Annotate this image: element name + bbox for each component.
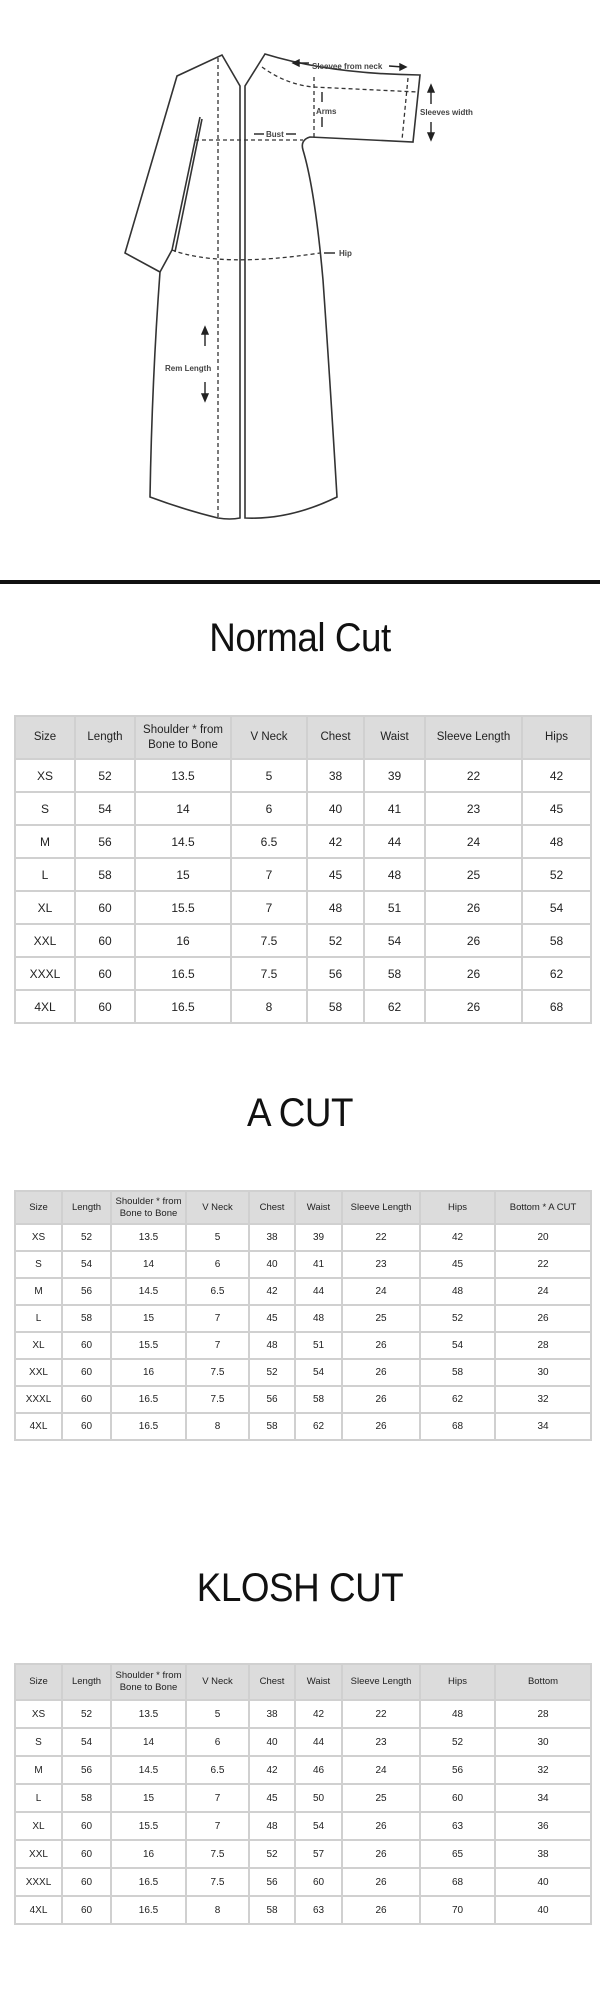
measurement-cell: 16.5 — [135, 990, 231, 1023]
measurement-cell: 58 — [307, 990, 364, 1023]
measurement-cell: 54 — [420, 1332, 495, 1359]
measurement-cell: 5 — [231, 759, 307, 792]
measurement-cell: 58 — [364, 957, 425, 990]
measurement-cell: 16.5 — [111, 1413, 186, 1440]
measurement-cell: 56 — [75, 825, 135, 858]
size-cell: L — [15, 1784, 62, 1812]
measurement-cell: 28 — [495, 1700, 591, 1728]
measurement-cell: 14.5 — [111, 1756, 186, 1784]
measurement-cell: 56 — [62, 1756, 111, 1784]
table-row — [15, 1700, 591, 1728]
table-row — [15, 1896, 591, 1924]
measurement-cell: 62 — [522, 957, 591, 990]
measurement-cell: 44 — [295, 1278, 342, 1305]
measurement-cell: 25 — [342, 1784, 420, 1812]
column-header: Shoulder * from Bone to Bone — [135, 716, 231, 759]
measurement-cell: 52 — [420, 1728, 495, 1756]
measurement-cell: 42 — [249, 1756, 295, 1784]
size-table-a-cut — [14, 1190, 592, 1441]
column-header: Size — [15, 1191, 62, 1224]
measurement-cell: 26 — [425, 957, 522, 990]
column-header: Hips — [522, 716, 591, 759]
measurement-cell: 42 — [307, 825, 364, 858]
measurement-cell: 24 — [495, 1278, 591, 1305]
label-rem-length: Rem Length — [165, 364, 212, 373]
measurement-cell: 48 — [364, 858, 425, 891]
measurement-cell: 52 — [249, 1840, 295, 1868]
measurement-cell: 48 — [249, 1332, 295, 1359]
measurement-cell: 16.5 — [135, 957, 231, 990]
column-header: Size — [15, 716, 75, 759]
column-header: Shoulder * from Bone to Bone — [111, 1664, 186, 1700]
measurement-cell: 58 — [420, 1359, 495, 1386]
section-title-normal-cut: Normal Cut — [209, 616, 391, 660]
measurement-cell: 14 — [111, 1728, 186, 1756]
column-header: Sleeve Length — [425, 716, 522, 759]
measurement-cell: 40 — [249, 1251, 295, 1278]
measurement-cell: 52 — [307, 924, 364, 957]
measurement-cell: 13.5 — [135, 759, 231, 792]
measurement-cell: 44 — [295, 1728, 342, 1756]
measurement-cell: 7 — [231, 891, 307, 924]
measurement-cell: 20 — [495, 1224, 591, 1251]
table-row — [15, 1251, 591, 1278]
table-row — [15, 957, 591, 990]
measurement-cell: 26 — [342, 1359, 420, 1386]
column-header: Waist — [295, 1191, 342, 1224]
table-header-row — [15, 1664, 591, 1700]
measurement-cell: 15 — [111, 1784, 186, 1812]
measurement-cell: 7 — [186, 1812, 249, 1840]
measurement-cell: 60 — [62, 1812, 111, 1840]
measurement-cell: 68 — [420, 1413, 495, 1440]
measurement-cell: 42 — [249, 1278, 295, 1305]
measurement-cell: 60 — [62, 1868, 111, 1896]
measurement-cell: 14.5 — [111, 1278, 186, 1305]
measurement-cell: 16 — [135, 924, 231, 957]
measurement-cell: 6.5 — [231, 825, 307, 858]
measurement-cell: 60 — [75, 924, 135, 957]
measurement-cell: 16.5 — [111, 1868, 186, 1896]
size-cell: M — [15, 825, 75, 858]
measurement-cell: 26 — [342, 1386, 420, 1413]
measurement-cell: 56 — [249, 1386, 295, 1413]
size-table-klosh-cut — [14, 1663, 592, 1925]
measurement-cell: 24 — [342, 1756, 420, 1784]
column-header: Bottom — [495, 1664, 591, 1700]
measurement-cell: 48 — [420, 1278, 495, 1305]
measurement-cell: 58 — [295, 1386, 342, 1413]
table-row — [15, 759, 591, 792]
measurement-cell: 24 — [425, 825, 522, 858]
measurement-cell: 52 — [420, 1305, 495, 1332]
measurement-cell: 14 — [111, 1251, 186, 1278]
measurement-cell: 32 — [495, 1386, 591, 1413]
table-row — [15, 1305, 591, 1332]
measurement-cell: 7.5 — [186, 1840, 249, 1868]
size-cell: L — [15, 1305, 62, 1332]
size-cell: XS — [15, 759, 75, 792]
measurement-cell: 26 — [342, 1840, 420, 1868]
measurement-cell: 58 — [75, 858, 135, 891]
measurement-cell: 58 — [62, 1305, 111, 1332]
table-row — [15, 1728, 591, 1756]
column-header: Length — [62, 1191, 111, 1224]
size-cell: XL — [15, 1332, 62, 1359]
measurement-lines — [172, 58, 418, 518]
measurement-cell: 22 — [495, 1251, 591, 1278]
measurement-cell: 48 — [307, 891, 364, 924]
label-arms: Arms — [316, 107, 337, 116]
garment-measurement-diagram — [0, 0, 600, 570]
measurement-cell: 7 — [186, 1784, 249, 1812]
measurement-cell: 51 — [364, 891, 425, 924]
size-cell: XXXL — [15, 957, 75, 990]
measurement-cell: 26 — [342, 1332, 420, 1359]
measurement-cell: 16.5 — [111, 1386, 186, 1413]
table-header-row — [15, 1191, 591, 1224]
measurement-cell: 58 — [249, 1896, 295, 1924]
measurement-cell: 26 — [342, 1413, 420, 1440]
section-divider — [0, 580, 600, 584]
measurement-cell: 7 — [186, 1305, 249, 1332]
measurement-cell: 52 — [522, 858, 591, 891]
measurement-cell: 56 — [62, 1278, 111, 1305]
measurement-cell: 22 — [342, 1224, 420, 1251]
measurement-cell: 48 — [522, 825, 591, 858]
measurement-cell: 26 — [425, 924, 522, 957]
column-header: Chest — [249, 1664, 295, 1700]
measurement-cell: 60 — [75, 990, 135, 1023]
measurement-cell: 60 — [62, 1359, 111, 1386]
measurement-cell: 56 — [420, 1756, 495, 1784]
measurement-cell: 8 — [231, 990, 307, 1023]
section-title-a-cut: A CUT — [246, 1091, 354, 1135]
measurement-cell: 39 — [364, 759, 425, 792]
table-row — [15, 1224, 591, 1251]
measurement-cell: 34 — [495, 1784, 591, 1812]
measurement-cell: 51 — [295, 1332, 342, 1359]
measurement-cell: 63 — [295, 1896, 342, 1924]
measurement-cell: 54 — [62, 1251, 111, 1278]
measurement-cell: 7.5 — [231, 924, 307, 957]
measurement-cell: 26 — [342, 1868, 420, 1896]
measurement-cell: 60 — [295, 1868, 342, 1896]
column-header: Length — [75, 716, 135, 759]
measurement-cell: 52 — [62, 1224, 111, 1251]
measurement-cell: 6 — [186, 1251, 249, 1278]
measurement-cell: 36 — [495, 1812, 591, 1840]
measurement-cell: 52 — [249, 1359, 295, 1386]
measurement-cell: 46 — [295, 1756, 342, 1784]
measurement-cell: 22 — [342, 1700, 420, 1728]
column-header: V Neck — [186, 1191, 249, 1224]
column-header: Chest — [307, 716, 364, 759]
measurement-cell: 5 — [186, 1700, 249, 1728]
label-sleeves-from-neck: Sleevee from neck — [312, 62, 383, 71]
measurement-cell: 7.5 — [186, 1359, 249, 1386]
label-sleeves-width: Sleeves width — [420, 108, 473, 117]
size-cell: 4XL — [15, 1896, 62, 1924]
measurement-cell: 25 — [425, 858, 522, 891]
measurement-cell: 26 — [425, 891, 522, 924]
measurement-cell: 58 — [522, 924, 591, 957]
measurement-cell: 38 — [249, 1700, 295, 1728]
size-cell: XXXL — [15, 1386, 62, 1413]
measurement-cell: 68 — [420, 1868, 495, 1896]
measurement-cell: 68 — [522, 990, 591, 1023]
measurement-cell: 48 — [420, 1700, 495, 1728]
size-cell: XXL — [15, 924, 75, 957]
measurement-cell: 54 — [364, 924, 425, 957]
table-row — [15, 924, 591, 957]
measurement-cell: 45 — [249, 1305, 295, 1332]
measurement-cell: 42 — [295, 1700, 342, 1728]
measurement-cell: 25 — [342, 1305, 420, 1332]
measurement-cell: 16 — [111, 1840, 186, 1868]
measurement-cell: 58 — [62, 1784, 111, 1812]
measurement-cell: 6 — [231, 792, 307, 825]
measurement-cell: 45 — [420, 1251, 495, 1278]
measurement-cell: 6.5 — [186, 1756, 249, 1784]
table-row — [15, 1332, 591, 1359]
size-cell: S — [15, 1728, 62, 1756]
size-cell: 4XL — [15, 1413, 62, 1440]
column-header: Waist — [364, 716, 425, 759]
measurement-cell: 54 — [75, 792, 135, 825]
measurement-cell: 40 — [307, 792, 364, 825]
table-row — [15, 1840, 591, 1868]
measurement-cell: 62 — [295, 1413, 342, 1440]
size-table-normal-cut — [14, 715, 592, 1024]
column-header: Sleeve Length — [342, 1664, 420, 1700]
measurement-cell: 14.5 — [135, 825, 231, 858]
table-row — [15, 891, 591, 924]
measurement-cell: 58 — [249, 1413, 295, 1440]
measurement-cell: 39 — [295, 1224, 342, 1251]
measurement-cell: 15.5 — [111, 1332, 186, 1359]
table-header-row — [15, 716, 591, 759]
measurement-cell: 60 — [75, 957, 135, 990]
measurement-cell: 62 — [364, 990, 425, 1023]
measurement-cell: 8 — [186, 1896, 249, 1924]
table-row — [15, 1278, 591, 1305]
measurement-cell: 13.5 — [111, 1700, 186, 1728]
section-title-klosh-cut: KLOSH CUT — [196, 1566, 404, 1610]
measurement-cell: 26 — [342, 1812, 420, 1840]
measurement-cell: 7.5 — [186, 1386, 249, 1413]
measurement-cell: 40 — [495, 1868, 591, 1896]
measurement-cell: 52 — [75, 759, 135, 792]
measurement-cell: 16.5 — [111, 1896, 186, 1924]
measurement-cell: 22 — [425, 759, 522, 792]
measurement-cell: 34 — [495, 1413, 591, 1440]
measurement-cell: 38 — [249, 1224, 295, 1251]
table-row — [15, 792, 591, 825]
measurement-cell: 6.5 — [186, 1278, 249, 1305]
table-row — [15, 1868, 591, 1896]
measurement-cell: 48 — [295, 1305, 342, 1332]
measurement-cell: 57 — [295, 1840, 342, 1868]
measurement-cell: 5 — [186, 1224, 249, 1251]
measurement-cell: 65 — [420, 1840, 495, 1868]
table-row — [15, 858, 591, 891]
table-row — [15, 1756, 591, 1784]
measurement-cell: 54 — [295, 1812, 342, 1840]
measurement-cell: 60 — [62, 1896, 111, 1924]
column-header: Hips — [420, 1664, 495, 1700]
size-cell: XXXL — [15, 1868, 62, 1896]
measurement-cell: 42 — [522, 759, 591, 792]
measurement-cell: 54 — [62, 1728, 111, 1756]
measurement-cell: 45 — [307, 858, 364, 891]
measurement-cell: 15 — [111, 1305, 186, 1332]
measurement-cell: 50 — [295, 1784, 342, 1812]
measurement-cell: 63 — [420, 1812, 495, 1840]
column-header: Bottom * A CUT — [495, 1191, 591, 1224]
measurement-cell: 41 — [364, 792, 425, 825]
table-row — [15, 990, 591, 1023]
column-header: Size — [15, 1664, 62, 1700]
measurement-cell: 38 — [495, 1840, 591, 1868]
measurement-cell: 15.5 — [135, 891, 231, 924]
column-header: Sleeve Length — [342, 1191, 420, 1224]
table-row — [15, 1386, 591, 1413]
measurement-cell: 15.5 — [111, 1812, 186, 1840]
measurement-cell: 48 — [249, 1812, 295, 1840]
measurement-cell: 60 — [62, 1386, 111, 1413]
column-header: Hips — [420, 1191, 495, 1224]
measurement-cell: 28 — [495, 1332, 591, 1359]
measurement-cell: 30 — [495, 1359, 591, 1386]
measurement-cell: 52 — [62, 1700, 111, 1728]
measurement-cell: 7 — [231, 858, 307, 891]
size-cell: S — [15, 1251, 62, 1278]
column-header: Length — [62, 1664, 111, 1700]
measurement-cell: 8 — [186, 1413, 249, 1440]
column-header: Waist — [295, 1664, 342, 1700]
measurement-cell: 7.5 — [231, 957, 307, 990]
column-header: Shoulder * from Bone to Bone — [111, 1191, 186, 1224]
table-row — [15, 1812, 591, 1840]
measurement-cell: 54 — [522, 891, 591, 924]
size-cell: 4XL — [15, 990, 75, 1023]
measurement-cell: 26 — [342, 1896, 420, 1924]
measurement-cell: 24 — [342, 1278, 420, 1305]
size-cell: M — [15, 1278, 62, 1305]
measurement-cell: 15 — [135, 858, 231, 891]
measurement-cell: 16 — [111, 1359, 186, 1386]
size-cell: XXL — [15, 1840, 62, 1868]
size-cell: XS — [15, 1700, 62, 1728]
measurement-cell: 56 — [307, 957, 364, 990]
measurement-cell: 26 — [425, 990, 522, 1023]
measurement-cell: 23 — [342, 1251, 420, 1278]
measurement-cell: 23 — [425, 792, 522, 825]
measurement-cell: 60 — [62, 1332, 111, 1359]
size-cell: S — [15, 792, 75, 825]
measurement-cell: 45 — [522, 792, 591, 825]
column-header: V Neck — [186, 1664, 249, 1700]
measurement-cell: 40 — [495, 1896, 591, 1924]
measurement-cell: 56 — [249, 1868, 295, 1896]
size-cell: M — [15, 1756, 62, 1784]
measurement-cell: 13.5 — [111, 1224, 186, 1251]
measurement-cell: 7 — [186, 1332, 249, 1359]
table-row — [15, 1413, 591, 1440]
measurement-cell: 14 — [135, 792, 231, 825]
measurement-cell: 44 — [364, 825, 425, 858]
measurement-cell: 38 — [307, 759, 364, 792]
size-cell: L — [15, 858, 75, 891]
size-cell: XL — [15, 1812, 62, 1840]
label-hip: Hip — [339, 249, 352, 258]
size-cell: XXL — [15, 1359, 62, 1386]
measurement-cell: 62 — [420, 1386, 495, 1413]
table-row — [15, 1784, 591, 1812]
measurement-cell: 60 — [75, 891, 135, 924]
size-cell: XS — [15, 1224, 62, 1251]
table-row — [15, 825, 591, 858]
table-row — [15, 1359, 591, 1386]
measurement-cell: 45 — [249, 1784, 295, 1812]
size-cell: XL — [15, 891, 75, 924]
column-header: V Neck — [231, 716, 307, 759]
measurement-cell: 7.5 — [186, 1868, 249, 1896]
measurement-cell: 26 — [495, 1305, 591, 1332]
measurement-cell: 42 — [420, 1224, 495, 1251]
measurement-cell: 60 — [62, 1840, 111, 1868]
label-bust: Bust — [266, 130, 284, 139]
measurement-cell: 23 — [342, 1728, 420, 1756]
column-header: Chest — [249, 1191, 295, 1224]
measurement-cell: 6 — [186, 1728, 249, 1756]
measurement-cell: 60 — [62, 1413, 111, 1440]
measurement-cell: 30 — [495, 1728, 591, 1756]
measurement-cell: 60 — [420, 1784, 495, 1812]
measurement-cell: 54 — [295, 1359, 342, 1386]
garment-outline — [125, 54, 420, 519]
measurement-cell: 41 — [295, 1251, 342, 1278]
measurement-cell: 40 — [249, 1728, 295, 1756]
measurement-cell: 70 — [420, 1896, 495, 1924]
measurement-cell: 32 — [495, 1756, 591, 1784]
